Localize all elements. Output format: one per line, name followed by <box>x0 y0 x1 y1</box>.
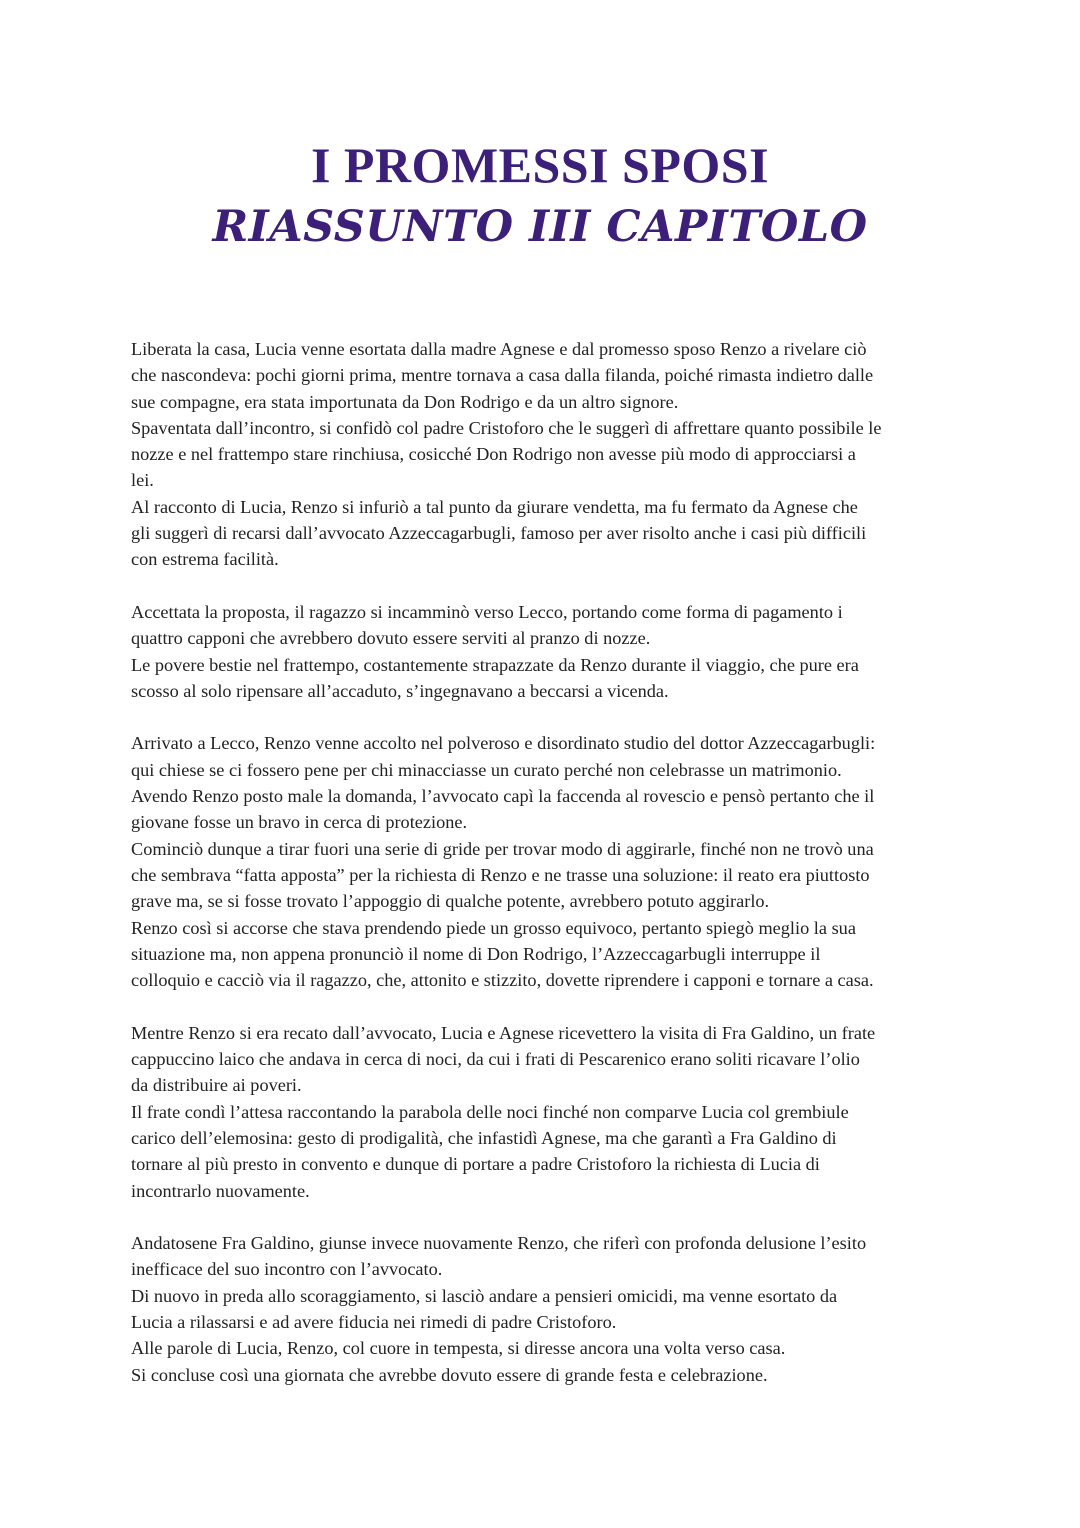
text-line: Arrivato a Lecco, Renzo venne accolto nel polveroso e disordinato studio del dottor Azzeccagarbugli: <box>131 733 876 754</box>
document-body <box>131 336 961 1414</box>
text-line: grave ma, se si fosse trovato l’appoggio di qualche potente, avrebbero potuto aggirarlo. <box>131 891 770 912</box>
text-line: Si concluse così una giornata che avrebbe dovuto essere di grande festa e celebrazione. <box>131 1364 768 1385</box>
text-line: Liberata la casa, Lucia venne esortata dalla madre Agnese e dal promesso sposo Renzo a rivelare ciò <box>131 339 867 359</box>
text-line: Il frate condì l’attesa raccontando la parabola delle noci finché non comparve Lucia col grembiule <box>131 1101 849 1122</box>
text-line: che nascondeva: pochi giorni prima, mentre tornava a casa dalla filanda, poiché rimasta indietro dalle <box>131 365 874 386</box>
text-line: Le povere bestie nel frattempo, costantemente strapazzate da Renzo durante il viaggio, che pure era <box>131 654 859 675</box>
text-line: inefficace del suo incontro con l’avvocato. <box>131 1259 443 1280</box>
text-line: gli suggerì di recarsi dall’avvocato Azzeccagarbugli, famoso per aver risolto anche i casi più difficili <box>131 523 867 544</box>
text-line: carico dell’elemosina: gesto di prodigalità, che infastidì Agnese, ma che garantì a Fra Galdino di <box>131 1127 837 1148</box>
paragraph <box>131 599 961 704</box>
text-line: colloquio e cacciò via il ragazzo, che, attonito e stizzito, dovette riprendere i capponi e tornare a casa. <box>131 970 874 991</box>
page-subtitle: RIASSUNTO III CAPITOLO <box>212 202 868 252</box>
text-line: con estrema facilità. <box>131 549 279 570</box>
text-line: Di nuovo in preda allo scoraggiamento, si lasciò andare a pensieri omicidi, ma venne esortato da <box>131 1285 838 1306</box>
text-line: Renzo così si accorse che stava prendendo piede un grosso equivoco, pertanto spiegò meglio la sua <box>131 917 856 938</box>
text-line: che sembrava “fatta apposta” per la richiesta di Renzo e ne trasse una soluzione: il reato era piuttosto <box>131 864 870 885</box>
text-line: Al racconto di Lucia, Renzo si infuriò a tal punto da giurare vendetta, ma fu fermato da Agnese che <box>131 496 858 517</box>
text-line: Accettata la proposta, il ragazzo si incamminò verso Lecco, portando come forma di pagamento i <box>131 601 843 622</box>
text-line: Alle parole di Lucia, Renzo, col cuore in tempesta, si diresse ancora una volta verso casa. <box>131 1338 786 1359</box>
paragraph <box>131 336 961 573</box>
text-line: cappuccino laico che andava in cerca di noci, da cui i frati di Pescarenico erano soliti ricavare l’olio <box>131 1049 860 1070</box>
text-line: tornare al più presto in convento e dunque di portare a padre Cristoforo la richiesta di Lucia di <box>131 1154 820 1175</box>
text-line: Mentre Renzo si era recato dall’avvocato, Lucia e Agnese ricevettero la visita di Fra Galdino, un frate <box>131 1022 876 1043</box>
text-line: Spaventata dall’incontro, si confidò col padre Cristoforo che le suggerì di affrettare quanto possibile le <box>131 417 882 438</box>
paragraph <box>131 1020 961 1204</box>
text-line: sue compagne, era stata importunata da Don Rodrigo e da un altro signore. <box>131 391 679 412</box>
text-line: da distribuire ai poveri. <box>131 1075 302 1096</box>
paragraph <box>131 1230 961 1388</box>
text-line: scosso al solo ripensare all’accaduto, s’ingegnavano a beccarsi a vicenda. <box>131 680 669 701</box>
text-line: incontrarlo nuovamente. <box>131 1180 310 1201</box>
text-line: situazione ma, non appena pronunciò il nome di Don Rodrigo, l’Azzeccagarbugli interruppe il <box>131 943 821 964</box>
text-line: Avendo Renzo posto male la domanda, l’avvocato capì la faccenda al rovescio e pensò pertanto che il <box>131 786 875 807</box>
text-line: quattro capponi che avrebbero dovuto essere serviti al pranzo di nozze. <box>131 628 651 649</box>
text-line: Cominciò dunque a tirar fuori una serie di gride per trovar modo di aggirarle, finché non ne trovò una <box>131 838 874 859</box>
text-line: Lucia a rilassarsi e ad avere fiducia nei rimedi di padre Cristoforo. <box>131 1311 617 1332</box>
page-title: I PROMESSI SPOSI <box>310 137 770 193</box>
text-line: nozze e nel frattempo stare rinchiusa, cosicché Don Rodrigo non avesse più modo di approcciarsi a <box>131 444 856 465</box>
text-line: lei. <box>131 470 154 491</box>
text-line: giovane fosse un bravo in cerca di protezione. <box>131 812 468 833</box>
text-line: qui chiese se ci fossero pene per chi minacciasse un curato perché non celebrasse un matrimonio. <box>131 759 842 780</box>
paragraph <box>131 730 961 993</box>
text-line: Andatosene Fra Galdino, giunse invece nuovamente Renzo, che riferì con profonda delusione l’esito <box>131 1233 867 1254</box>
